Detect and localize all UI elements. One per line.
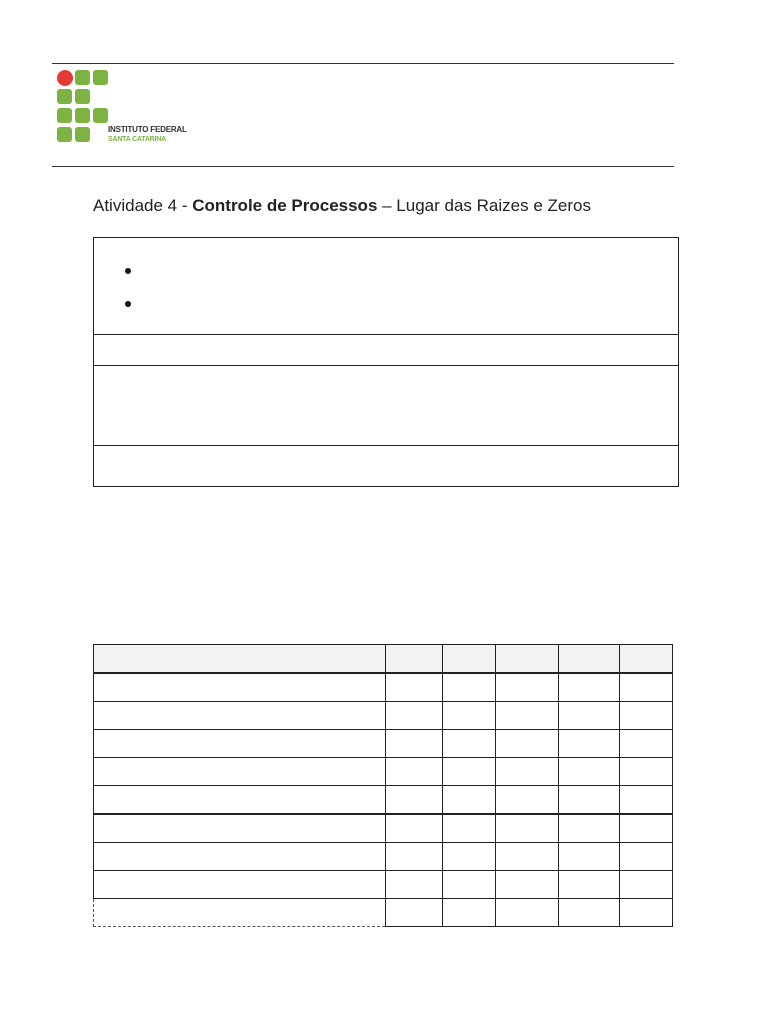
table-cell: [94, 786, 386, 815]
table-cell: [496, 758, 559, 786]
logo-text: [108, 125, 187, 145]
table-cell: [443, 899, 496, 927]
table-cell: [620, 871, 673, 899]
table-cell: [386, 673, 443, 702]
title-topic: – Lugar das Raizes e Zeros: [377, 196, 591, 215]
table-cell: [386, 730, 443, 758]
table-header-cell: [559, 645, 620, 674]
header-bottom-rule: [52, 166, 674, 167]
table-cell: [386, 871, 443, 899]
table-cell: [94, 814, 386, 843]
table-cell: [94, 730, 386, 758]
table-cell: [620, 702, 673, 730]
table-row: [94, 673, 673, 702]
table-cell: [386, 702, 443, 730]
logo-square: [75, 70, 90, 85]
table-cell: [496, 899, 559, 927]
table-cell: [620, 786, 673, 815]
logo-square: [57, 108, 72, 123]
info-box-divider: [94, 445, 678, 446]
table-cell: [496, 730, 559, 758]
table-cell: [496, 702, 559, 730]
table-cell: [559, 786, 620, 815]
table-cell: [559, 843, 620, 871]
table-cell: [386, 843, 443, 871]
logo-square: [93, 108, 108, 123]
table-cell: [386, 786, 443, 815]
table-header-cell: [443, 645, 496, 674]
table-cell: [94, 673, 386, 702]
institution-logo: [57, 70, 187, 146]
table-cell: [443, 758, 496, 786]
table-row: [94, 702, 673, 730]
table-cell: [386, 814, 443, 843]
logo-line-2: SANTA CATARINA: [108, 136, 166, 143]
table-cell: [443, 730, 496, 758]
logo-square: [57, 89, 72, 104]
title-prefix: Atividade 4 -: [93, 196, 193, 215]
table-cell: [94, 899, 386, 927]
table-cell: [94, 871, 386, 899]
table-cell: [559, 702, 620, 730]
table-cell: [496, 786, 559, 815]
table-cell: [620, 758, 673, 786]
table-cell: [496, 673, 559, 702]
table-row: [94, 843, 673, 871]
table-header-cell: [94, 645, 386, 674]
table-cell: [620, 843, 673, 871]
table-cell: [620, 730, 673, 758]
table-header-row: [94, 645, 673, 674]
table-row: [94, 899, 673, 927]
table-cell: [620, 673, 673, 702]
table-cell: [496, 871, 559, 899]
table-cell: [94, 702, 386, 730]
table-cell: [620, 814, 673, 843]
title-subject: Controle de Processos: [192, 196, 378, 215]
table-cell: [443, 673, 496, 702]
table-cell: [620, 899, 673, 927]
info-box-divider: [94, 334, 678, 335]
table-cell: [496, 814, 559, 843]
bullet-point: [125, 268, 131, 274]
table-cell: [386, 758, 443, 786]
document-title: [93, 196, 591, 216]
bullet-point: [125, 301, 131, 307]
grading-table: [93, 644, 673, 927]
table-cell: [559, 899, 620, 927]
table-cell: [94, 843, 386, 871]
table-cell: [443, 786, 496, 815]
table-header-cell: [496, 645, 559, 674]
table-cell: [443, 814, 496, 843]
logo-square: [75, 89, 90, 104]
table-cell: [386, 899, 443, 927]
table-row: [94, 758, 673, 786]
logo-square: [93, 70, 108, 85]
logo-square: [57, 127, 72, 142]
table-cell: [443, 843, 496, 871]
logo-square: [75, 108, 90, 123]
table-cell: [496, 843, 559, 871]
logo-line-1: INSTITUTO FEDERAL: [108, 125, 187, 134]
table-row: [94, 871, 673, 899]
table-row: [94, 814, 673, 843]
info-box-divider: [94, 365, 678, 366]
logo-red-dot: [57, 70, 73, 86]
table-header-cell: [386, 645, 443, 674]
logo-square: [75, 127, 90, 142]
table-header-cell: [620, 645, 673, 674]
table-row: [94, 786, 673, 815]
table-cell: [559, 758, 620, 786]
table-cell: [559, 814, 620, 843]
table-row: [94, 730, 673, 758]
table-cell: [559, 673, 620, 702]
header-top-rule: [52, 63, 674, 64]
table-cell: [559, 871, 620, 899]
table-cell: [443, 702, 496, 730]
info-box: [93, 237, 679, 487]
table-cell: [94, 758, 386, 786]
table-cell: [559, 730, 620, 758]
table-cell: [443, 871, 496, 899]
